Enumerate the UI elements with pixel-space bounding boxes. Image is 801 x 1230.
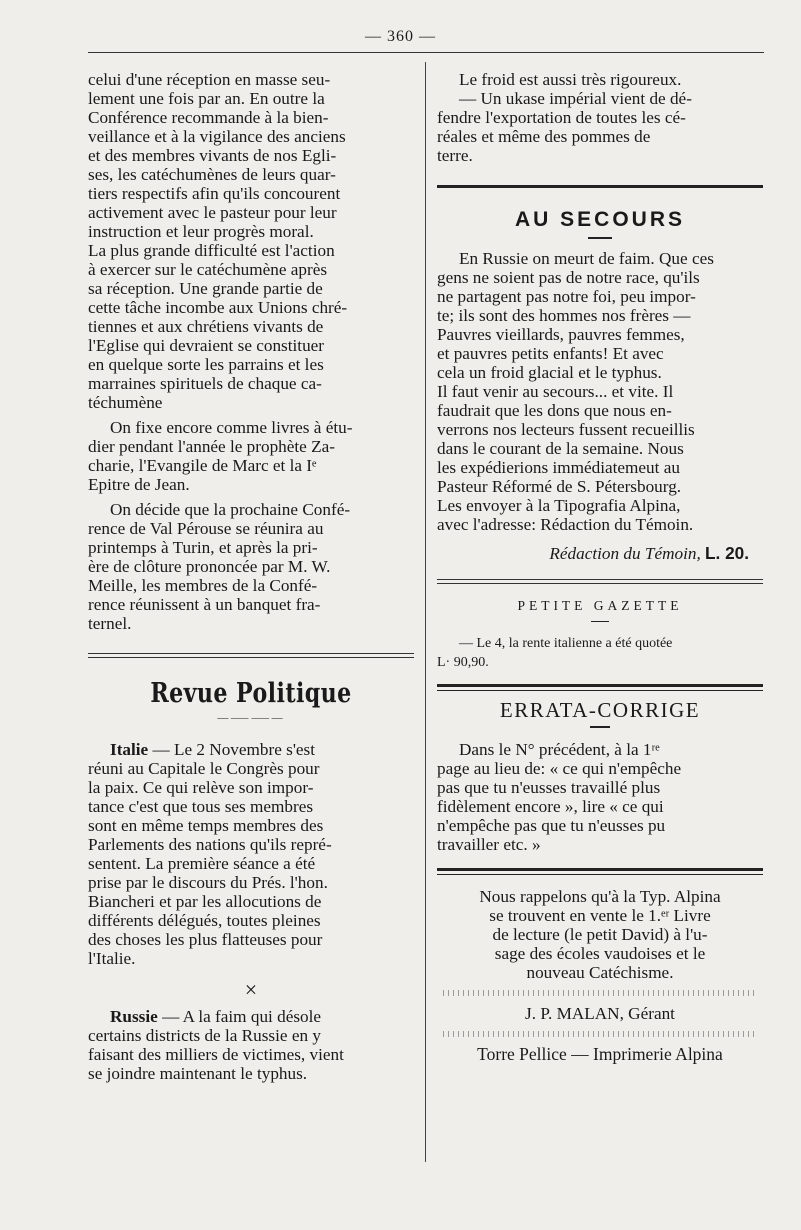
section-thick-rule (437, 868, 763, 875)
text-line: cette tâche incombe aux Unions chré- (88, 298, 348, 317)
petite-gazette-title: PETITE GAZETTE (517, 598, 683, 613)
text-line: activement avec le pasteur pour leur (88, 203, 337, 222)
top-rule (88, 52, 764, 53)
donation-amount: L. 20. (705, 543, 749, 563)
text-line: sont en même temps membres des (88, 816, 324, 835)
text-line: tiennes et aux chrétiens vivants de (88, 317, 324, 336)
text-line: dans le courant de la semaine. Nous (437, 439, 684, 458)
text-line: L· 90,90. (437, 655, 489, 670)
text-line: gens ne soient pas de notre race, qu'ils (437, 268, 700, 287)
text-line: et des membres vivants de nos Egli- (88, 146, 337, 165)
text-line: verrons nos lecteurs fussent recueillis (437, 420, 695, 439)
text-line: nouveau Catéchisme. (526, 963, 674, 982)
text-line: instruction et leur progrès moral. (88, 222, 314, 241)
ornament-divider: —⸺⸺— (217, 712, 285, 724)
cross-separator: × (244, 977, 258, 1002)
text-line: — Un ukase impérial vient de dé- (459, 89, 692, 108)
text-line: fendre l'exportation de toutes les cé- (437, 108, 686, 127)
text-line: réales et même des pommes de (437, 127, 651, 146)
text-line: se trouvent en vente le 1.ᵉʳ Livre (489, 906, 711, 925)
section-thick-rule (437, 684, 763, 691)
au-secours-paragraph (437, 249, 763, 534)
text-line: l'Eglise qui devraient se constituer (88, 336, 325, 355)
text-line: prise par le discours du Prés. l'hon. (88, 873, 328, 892)
russie-continued-paragraph (437, 70, 763, 165)
text-line: différents délégués, toutes pleines (88, 911, 321, 930)
text-line: l'Italie. (88, 949, 136, 968)
wavy-rule (443, 1031, 757, 1037)
page-number: — 360 — (365, 28, 436, 45)
text-line: Dans le N° précédent, à la 1ʳᵉ (459, 740, 660, 759)
text-line: en quelque sorte les parrains et les (88, 355, 324, 374)
text-line: les expédierions immédiatemeut au (437, 458, 680, 477)
text-line: et pauvres petits enfants! Et avec (437, 344, 664, 363)
text-line: rence réunissent à un banquet fra- (88, 595, 321, 614)
text-line: rence de Val Pérouse se réunira au (88, 519, 324, 538)
text-line: Parlements des nations qu'ils repré- (88, 835, 332, 854)
left-column (88, 70, 414, 1083)
gazette-item (437, 634, 763, 672)
text-line: printemps à Turin, et après la pri- (88, 538, 318, 557)
text-line: Epitre de Jean. (88, 475, 190, 494)
text-line: charie, l'Evangile de Marc et la Iᵉ (88, 456, 317, 475)
wavy-rule (443, 990, 757, 996)
imprimerie-footer: Torre Pellice — Imprimerie Alpina (477, 1044, 723, 1064)
text-line: — Le 2 Novembre s'est (152, 740, 316, 759)
russie-paragraph (88, 1007, 414, 1083)
text-line: Nous rappelons qu'à la Typ. Alpina (479, 887, 721, 906)
conference-paragraph-3 (88, 500, 414, 633)
text-line: lement une fois par an. En outre la (88, 89, 325, 108)
text-line: Conférence recommande à la bien- (88, 108, 329, 127)
italie-paragraph (88, 740, 414, 968)
section-double-rule (437, 579, 763, 584)
text-line: faudrait que les dons que nous en- (437, 401, 672, 420)
text-line: On fixe encore comme livres à étu- (110, 418, 353, 437)
text-line: avec l'adresse: Rédaction du Témoin. (437, 515, 694, 534)
right-column (437, 70, 763, 1064)
section-thick-rule (437, 185, 763, 188)
text-line: sentent. La première séance a été (88, 854, 316, 873)
text-line: — Le 4, la rente italienne a été quotée (459, 636, 673, 651)
conference-paragraph-1 (88, 70, 414, 412)
gerant-line: J. P. MALAN, Gérant (525, 1004, 675, 1023)
text-line: faisant des milliers de victimes, vient (88, 1045, 344, 1064)
text-line: En Russie on meurt de faim. Que ces (459, 249, 714, 268)
signature-text: Rédaction du Témoin, (549, 544, 701, 563)
italie-label: Italie (110, 740, 149, 759)
text-line: page au lieu de: « ce qui n'empêche (437, 759, 682, 778)
text-line: réuni au Capitale le Congrès pour (88, 759, 320, 778)
text-line: — A la faim qui désole (162, 1007, 322, 1026)
title-dash (591, 621, 609, 622)
text-line: marraines spirituels de chaque ca- (88, 374, 322, 393)
title-dash (588, 237, 612, 239)
text-line: téchumène (88, 393, 163, 412)
text-line: de lecture (le petit David) à l'u- (492, 925, 708, 944)
text-line: tiers respectifs afin qu'ils concourent (88, 184, 341, 203)
text-line: n'empêche pas que tu n'eusses pu (437, 816, 666, 835)
revue-politique-title: Revue Politique (150, 678, 352, 709)
text-line: à exercer sur le catéchumène après (88, 260, 328, 279)
text-line: Biancheri et par les allocutions de (88, 892, 322, 911)
text-line: ternel. (88, 614, 132, 633)
text-line: certains districts de la Russie en y (88, 1026, 321, 1045)
text-line: Meille, les membres de la Confé- (88, 576, 318, 595)
text-line: cela un froid glacial et le typhus. (437, 363, 662, 382)
text-line: celui d'une réception en masse seu- (88, 70, 331, 89)
text-line: se joindre maintenant le typhus. (88, 1064, 308, 1083)
errata-corrige-title: ERRATA-CORRIGE (499, 698, 701, 722)
redaction-signature (437, 544, 763, 563)
au-secours-title: AU SECOURS (514, 208, 686, 231)
conference-paragraph-2 (88, 418, 414, 494)
text-line: Pasteur Réformé de S. Pétersbourg. (437, 477, 682, 496)
text-line: ses, les catéchumènes de leurs quar- (88, 165, 336, 184)
rappel-paragraph (437, 887, 763, 982)
text-line: terre. (437, 146, 473, 165)
text-line: tance c'est que tous ses membres (88, 797, 314, 816)
section-double-rule (88, 653, 414, 658)
column-separator (425, 62, 426, 1162)
text-line: la paix. Ce qui relève son impor- (88, 778, 314, 797)
text-line: des choses les plus flatteuses pour (88, 930, 323, 949)
text-line: Le froid est aussi très rigoureux. (459, 70, 682, 89)
text-line: dier pendant l'année le prophète Za- (88, 437, 335, 456)
text-line: ne partagent pas notre foi, peu impor- (437, 287, 696, 306)
text-line: veillance et à la vigilance des anciens (88, 127, 346, 146)
text-line: La plus grande difficulté est l'action (88, 241, 335, 260)
text-line: fidèlement encore », lire « ce qui (437, 797, 664, 816)
text-line: ère de clôture prononcée par M. W. (88, 557, 331, 576)
text-line: Les envoyer à la Tipografia Alpina, (437, 496, 681, 515)
text-line: te; ils sont des hommes nos frères — (437, 306, 691, 325)
text-line: On décide que la prochaine Confé- (110, 500, 351, 519)
title-dash (590, 726, 610, 728)
text-line: pas que tu n'eusses travaillé plus (437, 778, 661, 797)
text-line: travailler etc. » (437, 835, 541, 854)
errata-paragraph (437, 740, 763, 854)
text-line: sage des écoles vaudoises et le (494, 944, 706, 963)
text-line: sa réception. Une grande partie de (88, 279, 323, 298)
russie-label: Russie (110, 1007, 158, 1026)
text-line: Il faut venir au secours... et vite. Il (437, 382, 674, 401)
text-line: Pauvres vieillards, pauvres femmes, (437, 325, 685, 344)
